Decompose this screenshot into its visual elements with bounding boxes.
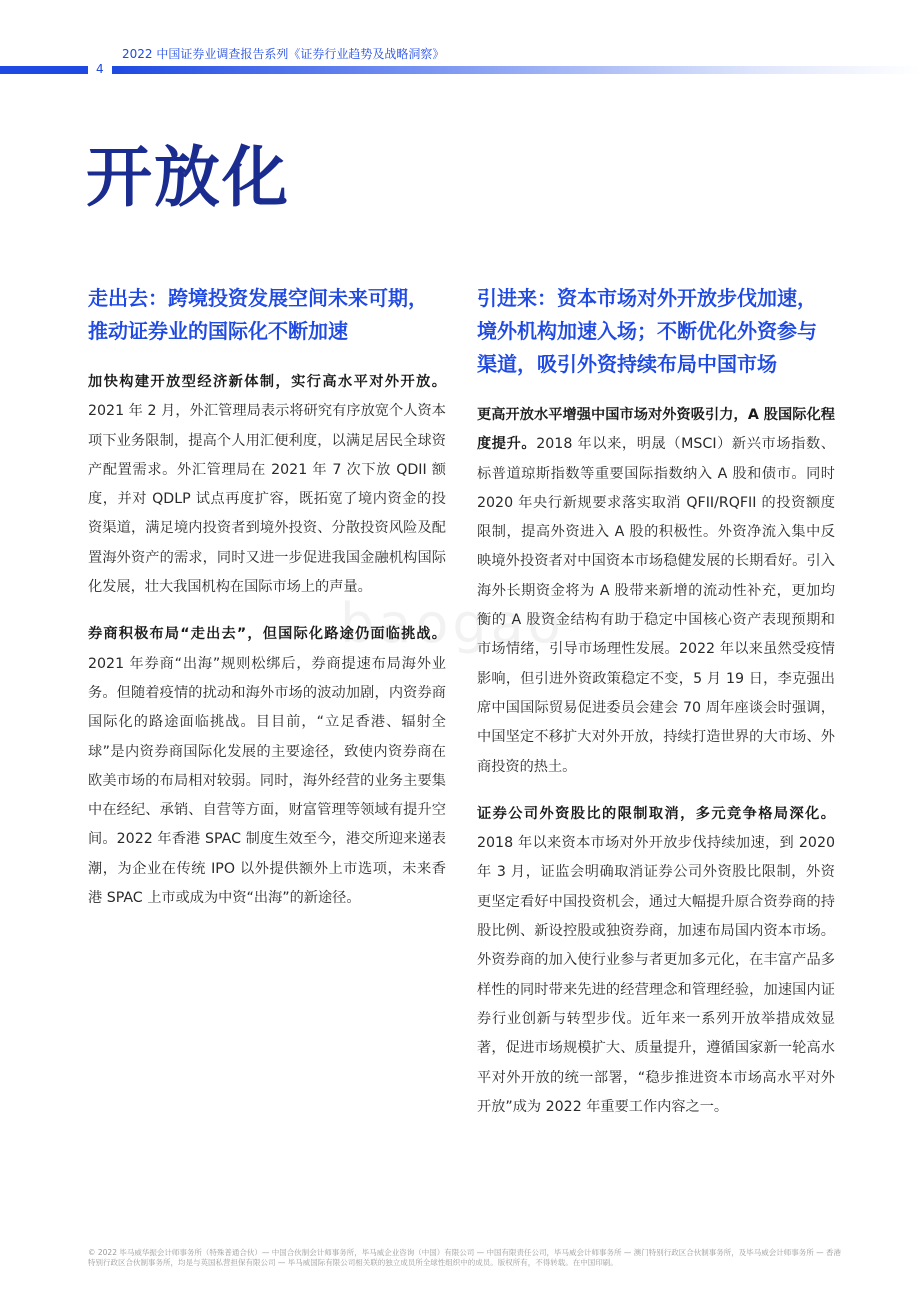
watermark: baogao [340,592,565,655]
right-paragraph-2 [477,800,835,1122]
page-number: 4 [96,62,104,76]
left-paragraph-2 [88,620,446,913]
left-paragraph-1 [88,368,446,602]
left-section-heading: 走出去：跨境投资发展空间未来可期，推动证券业的国际化不断加速 [88,286,428,343]
left-column [88,282,446,931]
left-paragraph-2-text: 2021 年券商“出海”规则松绑后，券商提速布局海外业务。但随着疫情的扰动和海外市场的波动加剧，内资券商国际化的路途面临挑战。目目前，“立足香港、辐射全球”是内资券商国际化发展的主要途径，致使内资券商在欧美市场的布局相对较弱。同时，海外经营的业务主要集中在经纪、承销、自营等方面，财富管理等领域有提升空间。2022 年香港 SPAC 制度生效至今，港交所迎来递表潮，为企业在传统 IPO 以外提供额外上市选项，未来香港 SPAC 上市或成为中资“出海”的新途径。 [88,655,446,907]
right-paragraph-1-lead: 更高开放水平增强中国市场对外资吸引力，A 股国际化程度提升。 [477,407,835,453]
right-paragraph-2-text: 2018 年以来资本市场对外开放步伐持续加速，到 2020 年 3 月，证监会明确取消证券公司外资股比限制，外资更坚定看好中国投资机会，通过大幅提升原合资券商的持股比例、新设控股或独资券商，加速布局国内资本市场。外资券商的加入使行业参与者更加多元化，在丰富产品多样性的同时带来先进的经营理念和管理经验，加速国内证券行业创新与转型步伐。近年来一系列开放举措成效显著，促进市场规模扩大、质量提升，遵循国家新一轮高水平对外开放的统一部署，“稳步推进资本市场高水平对外开放”成为 2022 年重要工作内容之一。 [477,835,835,1115]
right-paragraph-1-text: 2018 年以来，明晟（MSCI）新兴市场指数、标普道琼斯指数等重要国际指数纳入 A 股和债市。同时 2020 年央行新规要求落实取消 QFII/RQFII 的投资额度限制，提高外资进入 A 股的积极性。外资净流入集中反映境外投资者对中国资本市场稳健发展的长期看好。引入海外长期资金将为 A 股带来新增的流动性补充，更加均衡的 A 股资金结构有助于稳定中国核心资产表现预期和市场情绪，引导市场理性发展。2022 年以来虽然受疫情影响，但引进外资政策稳定不变，5 月 19 日，李克强出席中国国际贸易促进委员会建会 70 周年座谈会时强调，中国坚定不移扩大对外开放，持续打造世界的大市场、外商投资的热土。 [477,436,835,775]
right-column [477,282,835,1140]
header-accent-bar-right [112,66,920,74]
right-section-heading: 引进来：资本市场对外开放步伐加速，境外机构加速入场；不断优化外资参与渠道，吸引外资持续布局中国市场 [477,286,817,376]
header-accent-bar-left [0,66,88,74]
right-paragraph-2-lead: 证券公司外资股比的限制取消，多元竞争格局深化。 [477,805,835,822]
left-paragraph-1-lead: 加快构建开放型经济新体制，实行高水平对外开放。 [88,374,446,390]
copyright-footer: © 2022 毕马威华振会计师事务所（特殊普通合伙）— 中国合伙制会计师事务所，毕马威企业咨询（中国）有限公司 — 中国有限责任公司，毕马威会计师事务所 — 澳门特别行政区合伙制事务所，及毕马威会计师事务所 — 香港特别行政区合伙制事务所，均是与英国私营担保有限公司 — 毕马威国际有限公司相关联的独立成员所全球性组织中的成员。版权所有，不得转载。在中国印刷。 [88,1248,842,1267]
left-paragraph-2-lead: 券商积极布局“走出去”，但国际化路途仍面临挑战。 [88,626,446,643]
right-paragraph-1 [477,401,835,782]
left-paragraph-1-text: 2021 年 2 月，外汇管理局表示将研究有序放宽个人资本项下业务限制，提高个人用汇便利度，以满足居民全球资产配置需求。外汇管理局在 2021 年 7 次下放 QDII 额度，并对 QDLP 试点再度扩容，既拓宽了境内资金的投资渠道，满足境内投资者到境外投资、分散投资风险及配置海外资产的需求，同时又进一步促进我国金融机构国际化发展，壮大我国机构在国际市场上的声量。 [88,403,446,596]
page-title: 开放化 [86,139,290,216]
running-header: 2022 中国证券业调查报告系列《证券行业趋势及战略洞察》 [122,47,445,61]
